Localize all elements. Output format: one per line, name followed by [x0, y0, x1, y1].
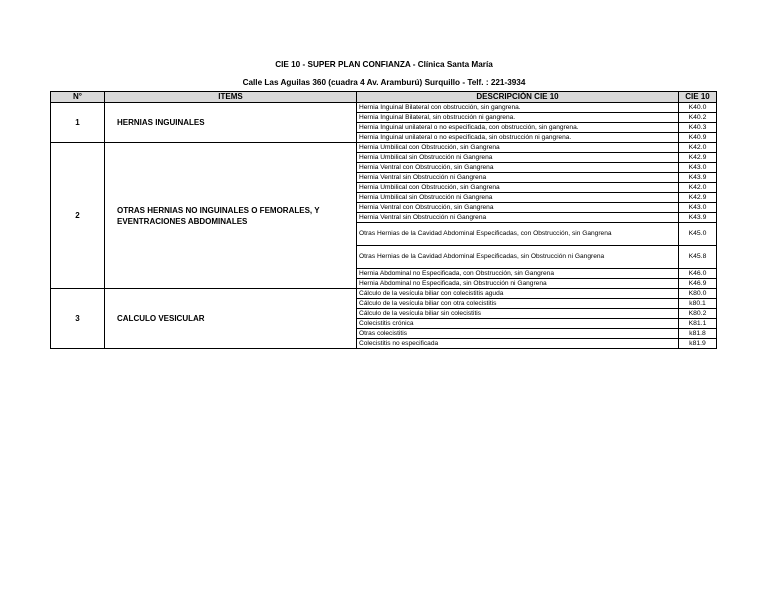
header-description: DESCRIPCIÓN CIE 10 [357, 92, 679, 103]
document-subtitle: Calle Las Aguilas 360 (cuadra 4 Av. Aramburú) Surquillo - Telf. : 221-3934 [242, 78, 526, 87]
group-item-name: HERNIAS INGUINALES [105, 103, 357, 143]
table-body [51, 103, 717, 349]
description-cell: Hernia Ventral con Obstrucción, sin Gangrena [357, 203, 679, 213]
code-cell: K42.9 [679, 193, 717, 203]
description-cell: Hernia Umbilical con Obstrucción, sin Gangrena [357, 183, 679, 193]
code-cell: K42.0 [679, 143, 717, 153]
code-cell: K46.0 [679, 269, 717, 279]
description-cell: Colecistitis crónica [357, 319, 679, 329]
group-number: 2 [51, 143, 105, 289]
code-cell: K45.0 [679, 223, 717, 246]
description-cell: Hernia Inguinal unilateral o no especificada, con obstrucción, sin gangrena. [357, 123, 679, 133]
code-cell: k81.9 [679, 339, 717, 349]
description-cell: Colecistitis no especificada [357, 339, 679, 349]
code-cell: K40.0 [679, 103, 717, 113]
description-cell: Hernia Inguinal Bilateral con obstrucción, sin gangrena. [357, 103, 679, 113]
header-row [51, 92, 717, 103]
description-cell: Hernia Ventral sin Obstrucción ni Gangrena [357, 213, 679, 223]
code-cell: K80.0 [679, 289, 717, 299]
description-cell: Cálculo de la vesícula biliar con otra colecistitis [357, 299, 679, 309]
code-cell: K42.0 [679, 183, 717, 193]
description-cell: Hernia Ventral sin Obstrucción ni Gangrena [357, 173, 679, 183]
description-cell: Hernia Inguinal unilateral o no especificada, sin obstrucción ni gangrena. [357, 133, 679, 143]
header-items: ITEMS [105, 92, 357, 103]
header-code: CIE 10 [679, 92, 717, 103]
group-number: 1 [51, 103, 105, 143]
description-cell: Otras Hernias de la Cavidad Abdominal Especificadas, con Obstrucción, sin Gangrena [357, 223, 679, 246]
code-cell: K80.2 [679, 309, 717, 319]
code-cell: K46.9 [679, 279, 717, 289]
table-row [51, 143, 717, 153]
description-cell: Otras Hernias de la Cavidad Abdominal Especificadas, sin Obstrucción ni Gangrena [357, 246, 679, 269]
description-cell: Cálculo de la vesícula biliar con colecistitis aguda [357, 289, 679, 299]
code-cell: K42.9 [679, 153, 717, 163]
code-cell: k80.1 [679, 299, 717, 309]
cie10-table [50, 91, 717, 349]
description-cell: Hernia Umbilical sin Obstrucción ni Gangrena [357, 193, 679, 203]
code-cell: K43.0 [679, 203, 717, 213]
code-cell: K43.0 [679, 163, 717, 173]
code-cell: K45.8 [679, 246, 717, 269]
description-cell: Hernia Umbilical con Obstrucción, sin Gangrena [357, 143, 679, 153]
description-cell: Cálculo de la vesícula biliar sin colecistitis [357, 309, 679, 319]
document-title: CIE 10 - SUPER PLAN CONFIANZA - Clínica Santa María [275, 60, 493, 69]
description-cell: Hernia Inguinal Bilateral, sin obstrucción ni gangrena. [357, 113, 679, 123]
code-cell: K40.3 [679, 123, 717, 133]
description-cell: Otras colecistitis [357, 329, 679, 339]
description-cell: Hernia Abdominal no Especificada, sin Obstrucción ni Gangrena [357, 279, 679, 289]
group-item-name: CALCULO VESICULAR [105, 289, 357, 349]
group-number: 3 [51, 289, 105, 349]
table-row [51, 103, 717, 113]
code-cell: K40.2 [679, 113, 717, 123]
code-cell: K40.9 [679, 133, 717, 143]
code-cell: K43.9 [679, 213, 717, 223]
description-cell: Hernia Umbilical sin Obstrucción ni Gangrena [357, 153, 679, 163]
description-cell: Hernia Ventral con Obstrucción, sin Gangrena [357, 163, 679, 173]
group-item-name: OTRAS HERNIAS NO INGUINALES O FEMORALES, Y EVENTRACIONES ABDOMINALES [105, 143, 357, 289]
header-num: N° [51, 92, 105, 103]
code-cell: K43.9 [679, 173, 717, 183]
code-cell: k81.8 [679, 329, 717, 339]
table-row [51, 289, 717, 299]
description-cell: Hernia Abdominal no Especificada, con Obstrucción, sin Gangrena [357, 269, 679, 279]
code-cell: K81.1 [679, 319, 717, 329]
